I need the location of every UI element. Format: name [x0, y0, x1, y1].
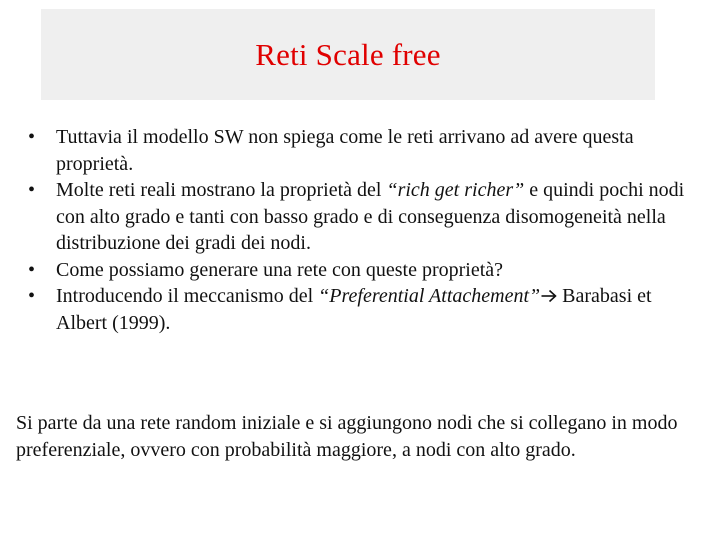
bullet-list	[26, 124, 706, 336]
slide-title: Reti Scale free	[255, 36, 441, 72]
title-banner	[41, 9, 655, 100]
bullet-item-3	[26, 257, 706, 284]
bullet-item-1	[26, 124, 706, 177]
bullet-marker: •	[28, 285, 36, 307]
bullet-item-2	[26, 177, 706, 257]
bullet-text-italic: “Preferential Attachement”	[318, 285, 541, 307]
bullet-text	[56, 177, 706, 257]
bullet-text	[56, 283, 706, 336]
bullet-marker: •	[28, 179, 36, 201]
bullet-text	[56, 124, 706, 177]
bullet-marker: •	[28, 258, 36, 281]
bullet-text-tail: e quindi pochi nodi con alto grado e tanti con basso grado e di conseguenza disomogeneità nella distribuzione dei gradi dei nodi.	[56, 179, 685, 254]
bullet-text-main: Molte reti reali mostrano la proprietà del	[56, 179, 387, 201]
bullet-text-tail: Barabasi et Albert (1999).	[56, 285, 652, 334]
bullet-text-main: Tuttavia il modello SW non spiega come le reti arrivano ad avere questa proprietà.	[56, 126, 634, 175]
bullet-text	[56, 257, 706, 284]
bullet-item-4	[26, 283, 706, 336]
closing-paragraph: Si parte da una rete random iniziale e si aggiungono nodi che si collegano in modo preferenziale, ovvero con probabilità maggiore, a nodi con alto grado.	[16, 412, 678, 461]
bullet-text-main: Come possiamo generare una rete con queste proprietà?	[56, 258, 504, 281]
bullet-marker: •	[28, 126, 36, 148]
bullet-text-main: Introducendo il meccanismo del	[56, 285, 319, 307]
bullet-text-italic: “rich get richer”	[386, 179, 525, 201]
right-arrow-icon	[541, 289, 557, 303]
